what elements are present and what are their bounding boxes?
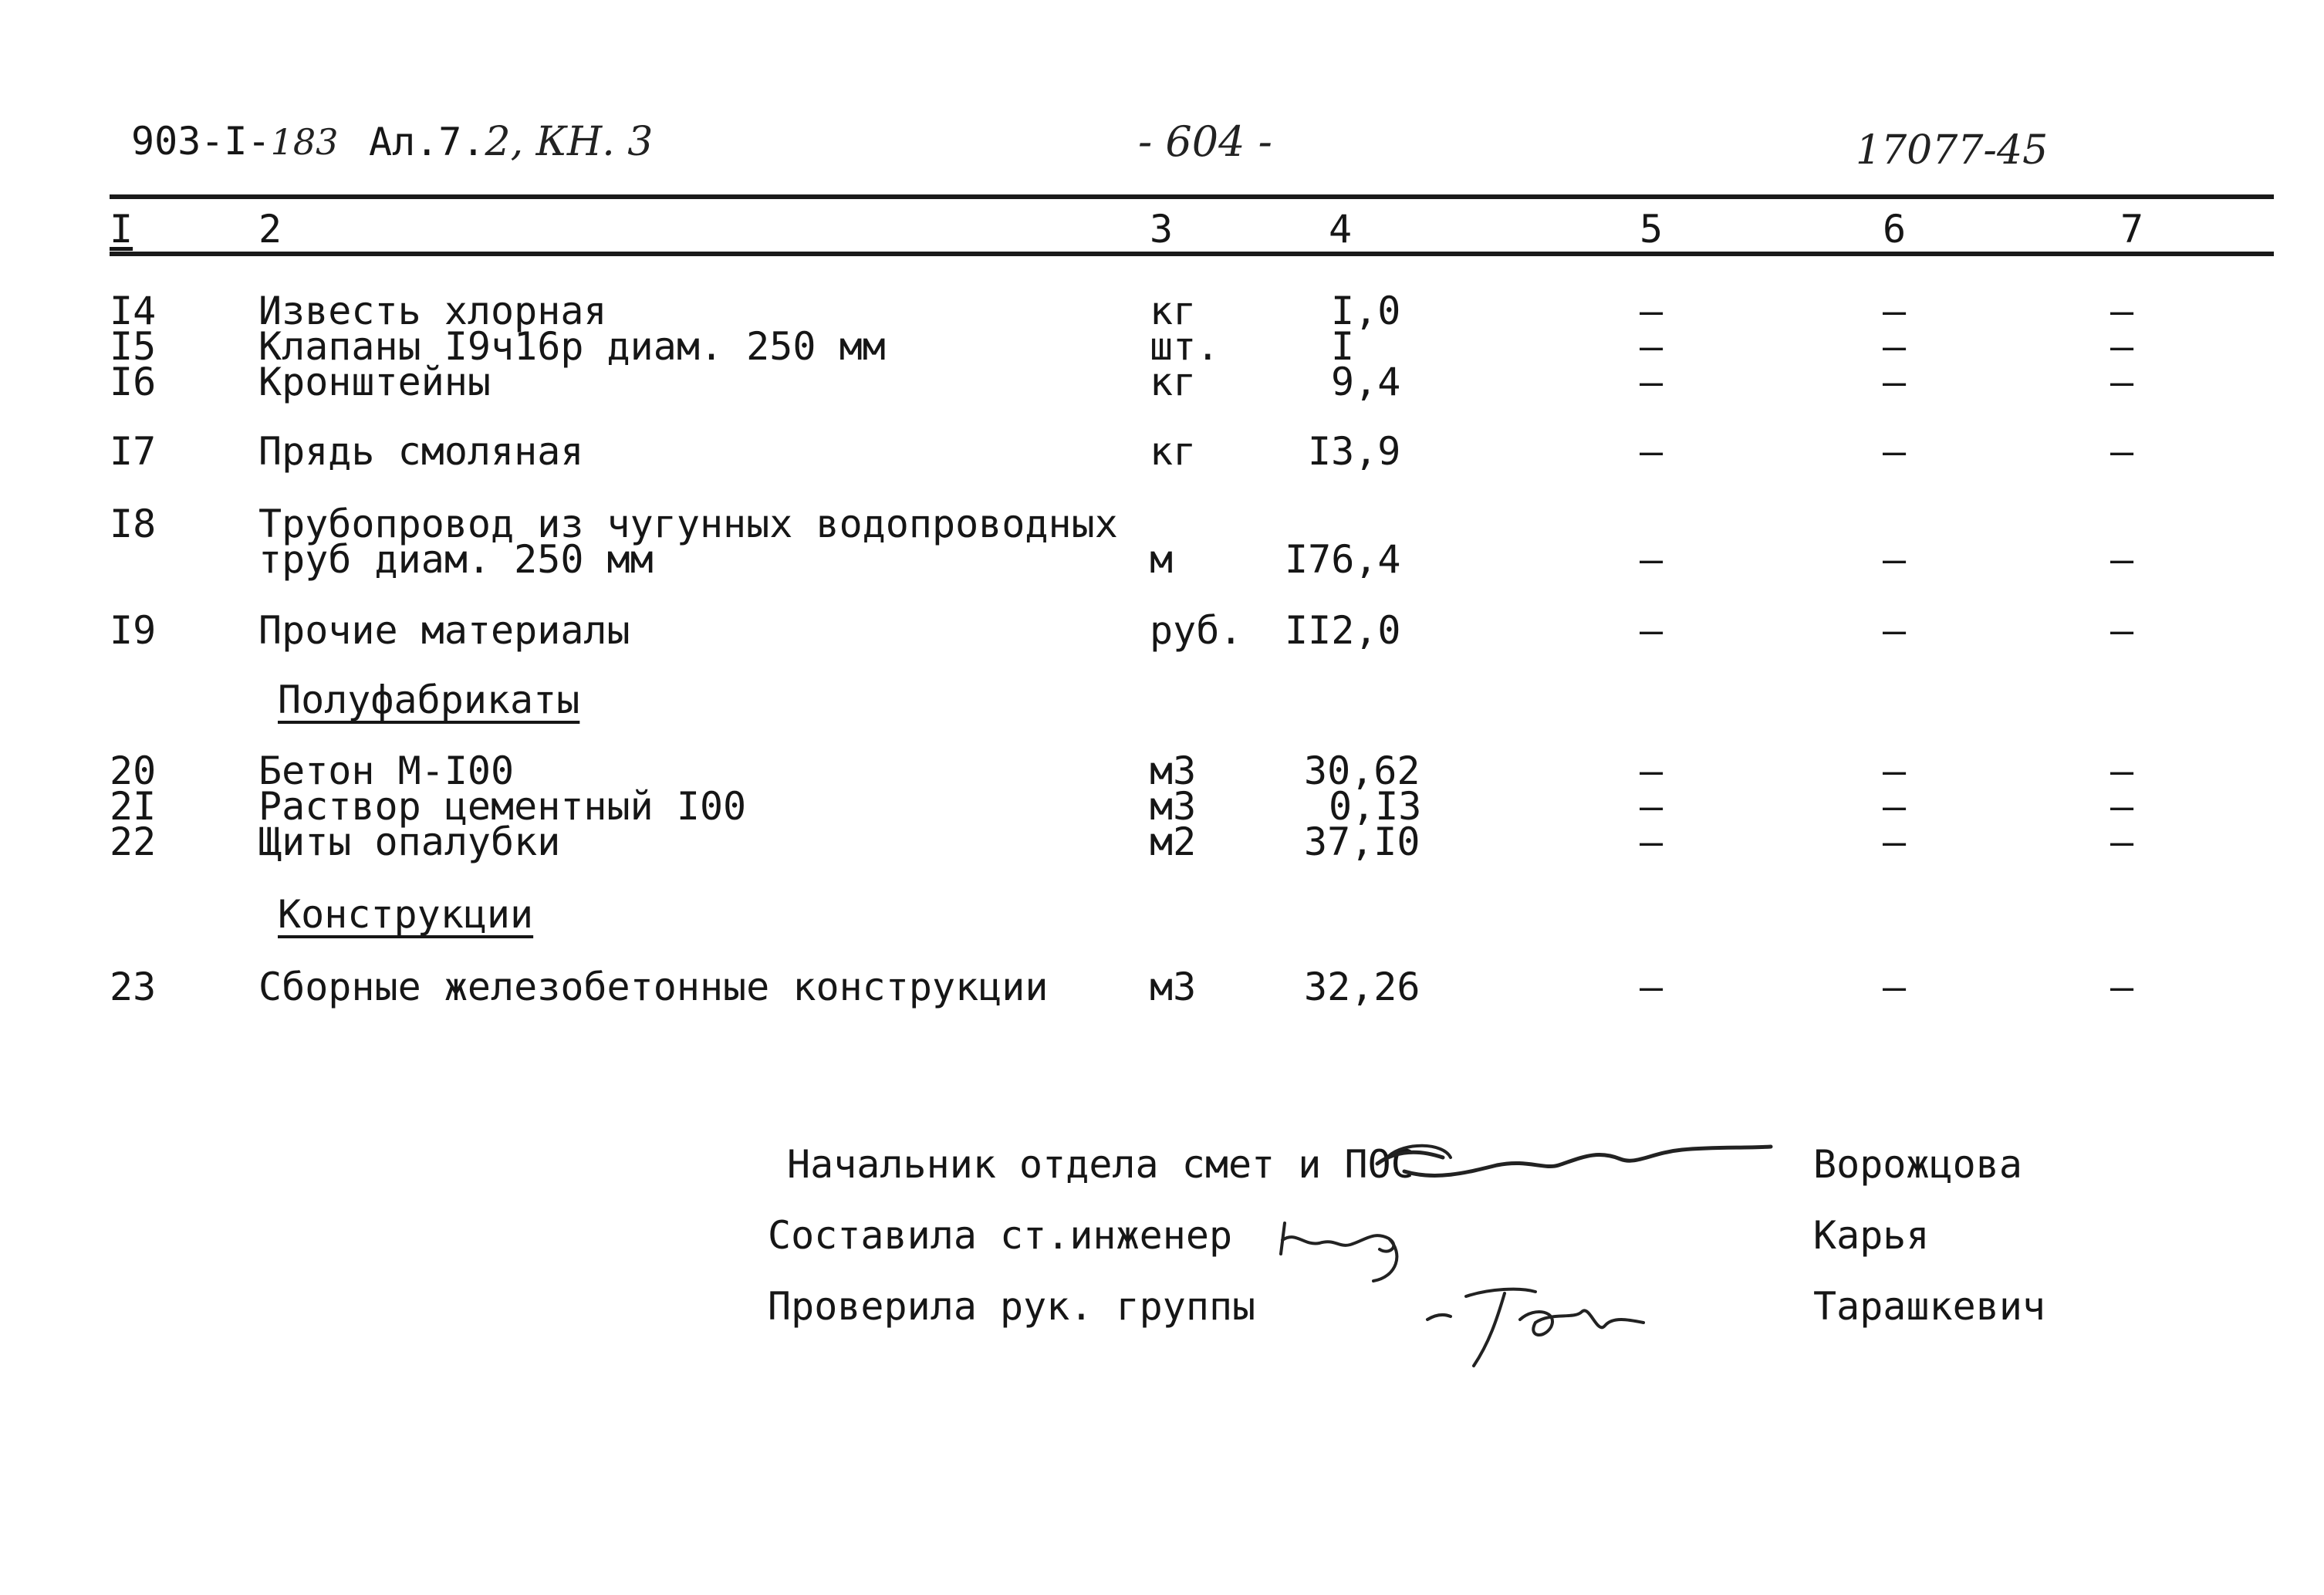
column-header-1: I bbox=[110, 207, 133, 252]
material-name: Трубопровод из чугунных водопроводных bbox=[258, 502, 1118, 546]
col5-value: – bbox=[1640, 608, 1664, 653]
column-header-4: 4 bbox=[1329, 207, 1353, 252]
column-header-3: 3 bbox=[1150, 207, 1174, 252]
row-number: 2I bbox=[110, 784, 157, 829]
col6-value: – bbox=[1883, 784, 1907, 829]
table-row bbox=[0, 965, 2324, 1014]
row-number: I7 bbox=[110, 429, 157, 474]
signature-name-head: Ворожцова bbox=[1813, 1142, 2022, 1187]
col7-value: – bbox=[2110, 289, 2134, 333]
unit: кг bbox=[1150, 429, 1197, 474]
section-heading-semi-finished: Полуфабрикаты bbox=[278, 678, 580, 722]
material-name-continued: труб диам. 250 мм bbox=[258, 537, 654, 582]
material-name: Щиты опалубки bbox=[258, 819, 561, 864]
table-top-rule bbox=[110, 194, 2274, 199]
column-header-2: 2 bbox=[258, 207, 282, 252]
handwritten-signature-checker bbox=[1420, 1266, 1667, 1374]
row-number: I6 bbox=[110, 360, 157, 404]
col5-value: – bbox=[1640, 537, 1664, 582]
unit: кг bbox=[1150, 360, 1197, 404]
material-name: Прядь смоляная bbox=[258, 429, 584, 474]
material-name: Клапаны I9ч16р диам. 250 мм bbox=[258, 324, 886, 369]
quantity: I76,4 bbox=[1285, 537, 1401, 582]
col7-value: – bbox=[2110, 784, 2134, 829]
quantity: 32,26 bbox=[1304, 965, 1420, 1009]
col7-value: – bbox=[2110, 965, 2134, 1009]
col5-value: – bbox=[1640, 429, 1664, 474]
document-code-typed: 903-I- bbox=[131, 119, 271, 164]
col5-value: – bbox=[1640, 289, 1664, 333]
table-row bbox=[0, 429, 2324, 478]
table-row bbox=[0, 360, 2324, 409]
unit: шт. bbox=[1150, 324, 1220, 369]
quantity: I3,9 bbox=[1308, 429, 1401, 474]
row-number: 23 bbox=[110, 965, 157, 1009]
signature-name-compiler: Карья bbox=[1813, 1213, 1930, 1258]
col6-value: – bbox=[1883, 749, 1907, 793]
col7-value: – bbox=[2110, 749, 2134, 793]
quantity: 0,I3 bbox=[1329, 784, 1422, 829]
table-row bbox=[0, 608, 2324, 657]
quantity: I,0 bbox=[1331, 289, 1401, 333]
quantity: I bbox=[1331, 324, 1355, 369]
quantity: 30,62 bbox=[1304, 749, 1420, 793]
table-header-row bbox=[0, 207, 2324, 256]
handwritten-signature-compiler bbox=[1273, 1200, 1443, 1293]
col6-value: – bbox=[1883, 289, 1907, 333]
material-name: Бетон М-I00 bbox=[258, 749, 515, 793]
col6-value: – bbox=[1883, 819, 1907, 864]
col7-value: – bbox=[2110, 429, 2134, 474]
page-number: - 604 - bbox=[1138, 117, 1272, 166]
row-number: I4 bbox=[110, 289, 157, 333]
unit: руб. bbox=[1150, 608, 1243, 653]
col5-value: – bbox=[1640, 324, 1664, 369]
row-number: I8 bbox=[110, 502, 157, 546]
album-reference-handwritten: 2, КН. 3 bbox=[485, 119, 654, 165]
table-row bbox=[0, 819, 2324, 869]
col5-value: – bbox=[1640, 965, 1664, 1009]
col7-value: – bbox=[2110, 537, 2134, 582]
handwritten-signature-head bbox=[1373, 1119, 1775, 1204]
col7-value: – bbox=[2110, 608, 2134, 653]
signature-role-compiler: Составила ст.инженер bbox=[768, 1213, 1233, 1258]
unit: м3 bbox=[1150, 965, 1197, 1009]
material-name: Сборные железобетонные конструкции bbox=[258, 965, 1049, 1009]
signature-role-head: Начальник отдела смет и ПОС bbox=[787, 1142, 1414, 1187]
unit: м2 bbox=[1150, 819, 1197, 864]
col6-value: – bbox=[1883, 360, 1907, 404]
table-row bbox=[0, 502, 2324, 590]
col7-value: – bbox=[2110, 324, 2134, 369]
col6-value: – bbox=[1883, 608, 1907, 653]
material-name: Известь хлорная bbox=[258, 289, 607, 333]
section-heading-structures: Конструкции bbox=[278, 892, 534, 937]
row-number: I9 bbox=[110, 608, 157, 653]
column-header-5: 5 bbox=[1640, 207, 1664, 252]
col7-value: – bbox=[2110, 360, 2134, 404]
col6-value: – bbox=[1883, 324, 1907, 369]
col5-value: – bbox=[1640, 819, 1664, 864]
column-header-7: 7 bbox=[2120, 207, 2144, 252]
material-name: Прочие материалы bbox=[258, 608, 630, 653]
sheet-code: 17077-45 bbox=[1856, 127, 2049, 174]
document-code-handwritten: 183 bbox=[270, 121, 339, 163]
col6-value: – bbox=[1883, 965, 1907, 1009]
col5-value: – bbox=[1640, 749, 1664, 793]
unit: м3 bbox=[1150, 784, 1197, 829]
quantity: II2,0 bbox=[1285, 608, 1401, 653]
col6-value: – bbox=[1883, 429, 1907, 474]
material-name: Раствор цементный I00 bbox=[258, 784, 747, 829]
row-number: 20 bbox=[110, 749, 157, 793]
unit: кг bbox=[1150, 289, 1197, 333]
signature-name-checker: Тарашкевич bbox=[1813, 1284, 2046, 1329]
quantity: 37,I0 bbox=[1304, 819, 1420, 864]
album-reference-typed: Ал.7. bbox=[369, 120, 485, 164]
document-code bbox=[131, 119, 339, 164]
col5-value: – bbox=[1640, 784, 1664, 829]
column-header-6: 6 bbox=[1883, 207, 1907, 252]
material-name: Кронштейны bbox=[258, 360, 491, 404]
unit: м bbox=[1150, 537, 1174, 582]
col7-value: – bbox=[2110, 819, 2134, 864]
album-reference bbox=[369, 119, 654, 165]
quantity: 9,4 bbox=[1331, 360, 1401, 404]
signature-role-checker: Проверила рук. группы bbox=[768, 1284, 1256, 1329]
unit: м3 bbox=[1150, 749, 1197, 793]
col5-value: – bbox=[1640, 360, 1664, 404]
row-number: I5 bbox=[110, 324, 157, 369]
col6-value: – bbox=[1883, 537, 1907, 582]
row-number: 22 bbox=[110, 819, 157, 864]
